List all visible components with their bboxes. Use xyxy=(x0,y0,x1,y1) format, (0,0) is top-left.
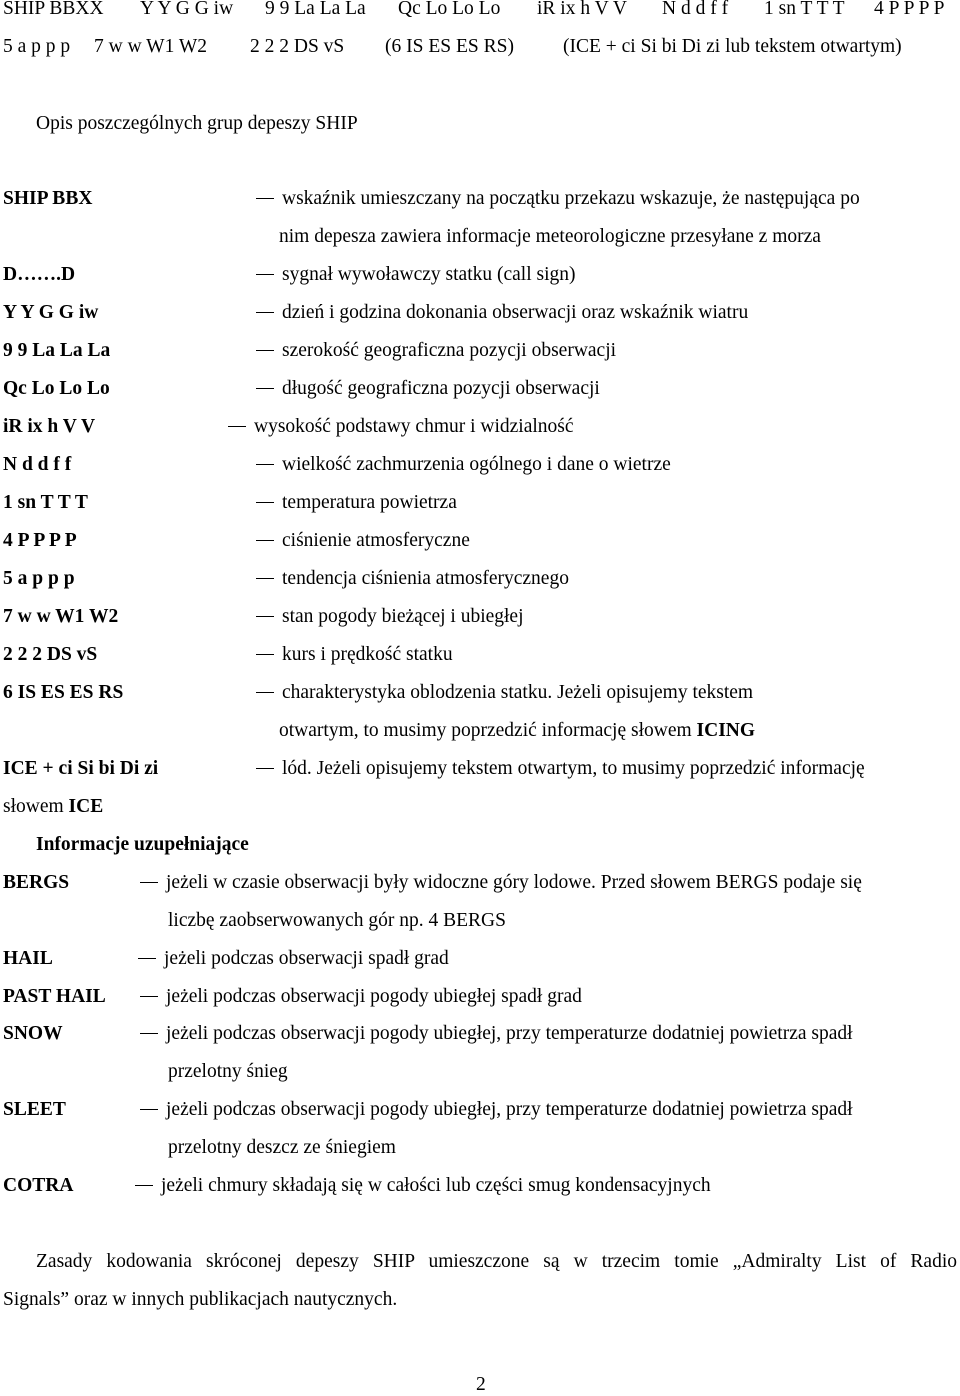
group-description: wielkość zachmurzenia ogólnego i dane o wietrze xyxy=(256,454,671,476)
dash-icon xyxy=(256,312,274,314)
header-group: SHIP BBXX xyxy=(3,0,104,19)
group-description-cont: słowem ICE xyxy=(3,796,104,817)
dash-icon xyxy=(256,274,274,276)
dash-icon xyxy=(256,768,274,770)
group-term: 7 w w W1 W2 xyxy=(3,606,119,627)
supplementary-term: SNOW xyxy=(3,1023,63,1044)
group-description: kurs i prędkość statku xyxy=(256,644,453,666)
header-group: (ICE + ci Si bi Di zi lub tekstem otwartym) xyxy=(563,36,902,57)
group-term: 9 9 La La La xyxy=(3,340,111,361)
header-group: iR ix h V V xyxy=(537,0,627,19)
group-description: sygnał wywoławczy statku (call sign) xyxy=(256,264,576,286)
header-group: 1 sn T T T xyxy=(764,0,845,19)
supplementary-description: jeżeli chmury składają się w całości lub części smug kondensacyjnych xyxy=(135,1175,711,1197)
group-term: 5 a p p p xyxy=(3,568,75,589)
group-description: ciśnienie atmosferyczne xyxy=(256,530,470,552)
group-term: D…….D xyxy=(3,264,76,285)
dash-icon xyxy=(140,996,158,998)
supplementary-description-cont: przelotny śnieg xyxy=(168,1061,288,1082)
group-description: wskaźnik umieszczany na początku przekazu wskazuje, że następująca po xyxy=(256,188,860,210)
group-term: iR ix h V V xyxy=(3,416,96,437)
header-group: 9 9 La La La xyxy=(265,0,366,19)
header-group: Qc Lo Lo Lo xyxy=(398,0,501,19)
footer-paragraph-line-2: Signals” oraz w innych publikacjach nautycznych. xyxy=(3,1289,398,1310)
supplementary-description-cont: liczbę zaobserwowanych gór np. 4 BERGS xyxy=(168,910,506,931)
header-group: N d d f f xyxy=(662,0,729,19)
group-term: SHIP BBX xyxy=(3,188,93,209)
section-title: Opis poszczególnych grup depeszy SHIP xyxy=(36,113,358,134)
group-term: 1 sn T T T xyxy=(3,492,88,513)
supplementary-term: BERGS xyxy=(3,872,70,893)
header-group: 2 2 2 DS vS xyxy=(250,36,345,57)
group-term: ICE + ci Si bi Di zi xyxy=(3,758,159,779)
dash-icon xyxy=(256,350,274,352)
group-description: charakterystyka oblodzenia statku. Jeżeli opisujemy tekstem xyxy=(256,682,753,704)
dash-icon xyxy=(256,578,274,580)
supplementary-term: SLEET xyxy=(3,1099,66,1120)
supplementary-description-cont: przelotny deszcz ze śniegiem xyxy=(168,1137,396,1158)
supplementary-title: Informacje uzupełniające xyxy=(36,834,249,855)
group-description: wysokość podstawy chmur i widzialność xyxy=(228,416,574,438)
page-number: 2 xyxy=(476,1374,486,1395)
dash-icon xyxy=(228,426,246,428)
group-description: długość geograficzna pozycji obserwacji xyxy=(256,378,600,400)
dash-icon xyxy=(256,654,274,656)
supplementary-term: HAIL xyxy=(3,948,53,969)
group-description-cont: nim depesza zawiera informacje meteorologiczne przesyłane z morza xyxy=(279,226,821,247)
supplementary-description: jeżeli podczas obserwacji pogody ubiegłej, przy temperaturze dodatniej powietrza spadł xyxy=(140,1099,853,1121)
supplementary-description: jeżeli podczas obserwacji pogody ubiegłej, przy temperaturze dodatniej powietrza spadł xyxy=(140,1023,853,1045)
group-description: tendencja ciśnienia atmosferycznego xyxy=(256,568,569,590)
group-description: szerokość geograficzna pozycji obserwacji xyxy=(256,340,616,362)
dash-icon xyxy=(256,616,274,618)
dash-icon xyxy=(135,1185,153,1187)
group-description: lód. Jeżeli opisujemy tekstem otwartym, to musimy poprzedzić informację xyxy=(256,758,865,780)
header-group: 4 P P P P xyxy=(874,0,945,19)
dash-icon xyxy=(140,882,158,884)
dash-icon xyxy=(256,388,274,390)
footer-paragraph-line-1: Zasady kodowania skróconej depeszy SHIP umieszczone są w trzecim tomie „Admiralty List of Radio xyxy=(36,1251,957,1272)
dash-icon xyxy=(140,1033,158,1035)
group-description: dzień i godzina dokonania obserwacji oraz wskaźnik wiatru xyxy=(256,302,748,324)
header-group: Y Y G G iw xyxy=(140,0,234,19)
dash-icon xyxy=(140,1109,158,1111)
dash-icon xyxy=(256,198,274,200)
group-term: 4 P P P P xyxy=(3,530,77,551)
group-term: Y Y G G iw xyxy=(3,302,99,323)
supplementary-description: jeżeli w czasie obserwacji były widoczne góry lodowe. Przed słowem BERGS podaje się xyxy=(140,872,862,894)
dash-icon xyxy=(256,692,274,694)
dash-icon xyxy=(256,464,274,466)
header-group: 5 a p p p xyxy=(3,36,71,57)
dash-icon xyxy=(256,502,274,504)
group-term: N d d f f xyxy=(3,454,72,475)
supplementary-term: PAST HAIL xyxy=(3,986,106,1007)
group-description-cont: otwartym, to musimy poprzedzić informację słowem ICING xyxy=(279,720,756,741)
supplementary-term: COTRA xyxy=(3,1175,74,1196)
group-description: temperatura powietrza xyxy=(256,492,457,514)
header-group: 7 w w W1 W2 xyxy=(94,36,208,57)
header-group: (6 IS ES ES RS) xyxy=(385,36,514,57)
dash-icon xyxy=(256,540,274,542)
supplementary-description: jeżeli podczas obserwacji spadł grad xyxy=(138,948,449,970)
dash-icon xyxy=(138,958,156,960)
group-term: Qc Lo Lo Lo xyxy=(3,378,110,399)
supplementary-description: jeżeli podczas obserwacji pogody ubiegłej spadł grad xyxy=(140,986,582,1008)
group-description: stan pogody bieżącej i ubiegłej xyxy=(256,606,524,628)
group-term: 6 IS ES ES RS xyxy=(3,682,124,703)
group-term: 2 2 2 DS vS xyxy=(3,644,98,665)
